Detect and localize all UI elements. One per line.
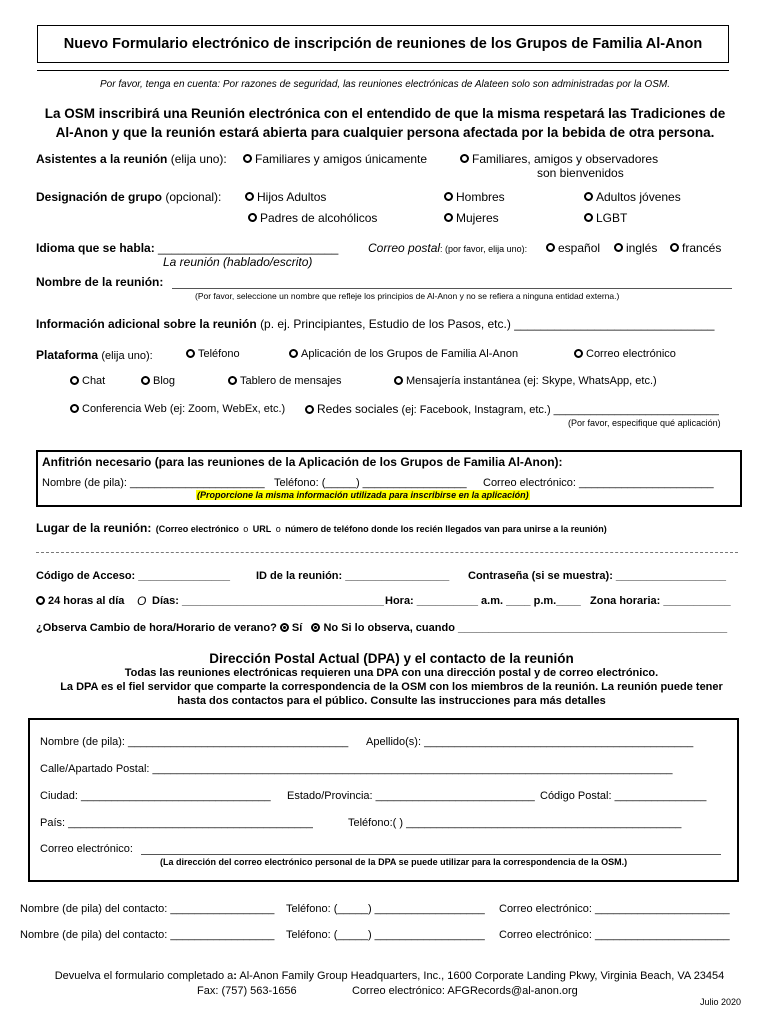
designation-option[interactable]: Hombres: [444, 190, 505, 204]
footer-address: Al-Anon Family Group Headquarters, Inc., 1600 Corporate Landing Pkwy, Virginia Beach, VA 23454: [239, 970, 725, 982]
contact-2-phone-field[interactable]: Teléfono: (_____) __________________: [286, 929, 485, 941]
contact-2-name-field[interactable]: Nombre (de pila) del contacto: _________________: [20, 929, 275, 941]
language-blank[interactable]: ___________________________: [158, 241, 339, 255]
cma-line-2: La DPA es el fiel servidor que comparte la correspondencia de la OSM con los miembros de la reunión. La reunión puede tener: [60, 681, 723, 693]
meeting-id-field[interactable]: ID de la reunión: _________________: [256, 570, 450, 582]
password-field[interactable]: Contraseña (si se muestra): __________________: [468, 570, 727, 582]
cma-line-3: hasta dos contactos para el público. Consulte las instrucciones para más detalles: [177, 695, 606, 707]
cma-last-name-field[interactable]: Apellido(s): ____________________________________________: [366, 736, 694, 748]
host-title: Anfitrión necesario (para las reuniones de la Aplicación de los Grupos de Familia Al-Anon):: [42, 455, 563, 469]
language-field[interactable]: [36, 241, 338, 255]
platform-option[interactable]: Tablero de mensajes: [228, 375, 342, 387]
platform-hint: (elija uno):: [101, 350, 153, 362]
radio-circle-icon[interactable]: [186, 349, 195, 358]
platform-option-social[interactable]: Redes sociales (ej: Facebook, Instagram, etc.) ___________________________: [305, 402, 719, 416]
access-code-field[interactable]: Código de Acceso: _______________: [36, 570, 231, 582]
additional-info-hint: (p. ej. Principiantes, Estudio de los Pasos, etc.): [260, 317, 511, 331]
radio-selected-icon[interactable]: [280, 623, 289, 632]
time-field[interactable]: Hora: __________ a.m. ____ p.m.____: [385, 595, 581, 607]
platform-option[interactable]: Chat: [70, 375, 105, 387]
radio-circle-icon[interactable]: [228, 376, 237, 385]
radio-circle-icon[interactable]: [584, 192, 593, 201]
contact-1-name-field[interactable]: Nombre (de pila) del contacto: _________________: [20, 903, 275, 915]
radio-circle-icon[interactable]: [141, 376, 150, 385]
cma-email-note: (La dirección del correo electrónico personal de la DPA se puede utilizar para la correspondencia de la OSM.): [160, 857, 628, 867]
designation-label-group: [36, 190, 221, 204]
attendees-label-group: [36, 152, 227, 166]
host-note: (Proporcione la misma información utilizada para inscribirse en la aplicación): [197, 490, 529, 500]
footer-date: Julio 2020: [700, 997, 742, 1007]
designation-option[interactable]: LGBT: [584, 211, 627, 225]
social-app-blank[interactable]: ___________________________: [553, 404, 719, 416]
radio-circle-icon[interactable]: [670, 243, 679, 252]
platform-option-web[interactable]: Conferencia Web (ej: Zoom, WebEx, etc.): [70, 403, 285, 415]
radio-circle-icon[interactable]: [460, 154, 469, 163]
designation-option[interactable]: Adultos jóvenes: [584, 190, 681, 204]
cma-email-label: Correo electrónico:: [40, 843, 133, 855]
radio-circle-icon[interactable]: [614, 243, 623, 252]
language-sublabel: La reunión (hablado/escrito): [163, 255, 313, 269]
title-divider: [37, 70, 729, 71]
meeting-name-label: Nombre de la reunión:: [36, 275, 164, 289]
host-first-name-field[interactable]: Nombre (de pila): ______________________: [42, 477, 265, 489]
meeting-name-input-line[interactable]: [172, 288, 732, 289]
additional-info-field[interactable]: [36, 317, 714, 331]
attendees-option-observers[interactable]: Familiares, amigos y observadores: [460, 152, 658, 166]
dst-yes-option[interactable]: Sí: [280, 622, 302, 634]
timezone-field[interactable]: Zona horaria: ___________: [590, 595, 731, 607]
platform-option[interactable]: Mensajería instantánea (ej: Skype, WhatsApp, etc.): [394, 375, 657, 387]
location-label: Lugar de la reunión:: [36, 521, 152, 535]
dst-row: [36, 622, 727, 634]
location-input-line[interactable]: [36, 552, 738, 553]
attendees-option-family[interactable]: Familiares y amigos únicamente: [243, 152, 427, 166]
attendees-option-observers-line2: son bienvenidos: [537, 166, 624, 180]
form-title-box: [37, 25, 729, 63]
mail-language-group: [368, 241, 527, 255]
additional-info-label: Información adicional sobre la reunión: [36, 317, 257, 331]
platform-label: Plataforma: [36, 348, 99, 362]
designation-option[interactable]: Hijos Adultos: [245, 190, 326, 204]
cma-email-input-line[interactable]: [141, 854, 721, 855]
footer-fax: Fax: (757) 563-1656: [197, 985, 297, 997]
platform-label-group: [36, 348, 153, 362]
attendees-hint: (elija uno):: [170, 152, 227, 166]
location-label-group: Lugar de la reunión: (Correo electrónico o URL o número de teléfono donde los recién llegados van para unirse a la reunión): [36, 521, 607, 535]
allday-option[interactable]: 24 horas al día: [36, 595, 124, 607]
radio-circle-icon[interactable]: [444, 192, 453, 201]
designation-label: Designación de grupo: [36, 190, 163, 204]
cma-line-1: Todas las reuniones electrónicas requieren una DPA con una dirección postal y de correo electrónico.: [124, 667, 659, 679]
form-title: Nuevo Formulario electrónico de inscripción de reuniones de los Grupos de Familia Al-Anon: [63, 36, 703, 52]
cma-heading: Dirección Postal Actual (DPA) y el contacto de la reunión: [209, 651, 574, 666]
platform-option[interactable]: Correo electrónico: [574, 348, 676, 360]
cma-city-field[interactable]: Ciudad: _______________________________: [40, 790, 271, 802]
platform-option[interactable]: Aplicación de los Grupos de Familia Al-Anon: [289, 348, 518, 360]
meeting-name-note: (Por favor, seleccione un nombre que refleje los principios de Al-Anon y no se refiera a ninguna entidad externa.): [195, 291, 620, 301]
radio-circle-icon[interactable]: [70, 404, 79, 413]
cma-zip-field[interactable]: Código Postal: _______________: [540, 790, 707, 802]
intro-line-2: Al-Anon y que la reunión estará abierta para cualquier persona afectada por la bebida de otra persona.: [55, 125, 715, 140]
mail-language-option[interactable]: español: [546, 241, 600, 255]
contact-2-email-field[interactable]: Correo electrónico: ______________________: [499, 929, 730, 941]
dst-label: ¿Observa Cambio de hora/Horario de verano?: [36, 622, 277, 634]
designation-hint: (opcional):: [165, 190, 222, 204]
designation-option[interactable]: Mujeres: [444, 211, 499, 225]
radio-circle-icon[interactable]: [305, 405, 314, 414]
host-phone-field[interactable]: Teléfono: (_____) _________________: [274, 477, 467, 489]
cma-state-field[interactable]: Estado/Provincia: __________________________: [287, 790, 535, 802]
alateen-notice: Por favor, tenga en cuenta: Por razones de seguridad, las reuniones electrónicas de Alateen solo son administradas por la OSM.: [100, 79, 670, 90]
days-field[interactable]: Días: _________________________________: [152, 595, 384, 607]
cma-street-field[interactable]: Calle/Apartado Postal: _____________________________________________________________________________________: [40, 763, 673, 775]
additional-info-blank[interactable]: ______________________________: [514, 317, 715, 331]
attendees-label: Asistentes a la reunión: [36, 152, 168, 166]
radio-circle-icon[interactable]: [574, 349, 583, 358]
radio-circle-icon[interactable]: [70, 376, 79, 385]
intro-line-1: La OSM inscribirá una Reunión electrónica con el entendido de que la misma respetará las Tradiciones de: [44, 106, 726, 121]
footer-return-label: Devuelva el formulario completado a: [54, 970, 234, 982]
radio-circle-icon[interactable]: [444, 213, 453, 222]
contact-1-phone-field[interactable]: Teléfono: (_____) __________________: [286, 903, 485, 915]
mail-language-label: Correo postal: [368, 241, 441, 255]
mail-language-option[interactable]: inglés: [614, 241, 657, 255]
dst-when-field[interactable]: Si lo observa, cuando ____________________________________________: [341, 622, 728, 634]
language-label: Idioma que se habla:: [36, 241, 155, 255]
specify-app-note: (Por favor, especifique qué aplicación): [568, 418, 721, 428]
footer-return-line: Devuelva el formulario completado a: Al-Anon Family Group Headquarters, Inc., 1600 Corporate Landing Pkwy, Virginia Beach, VA 23454: [54, 970, 725, 982]
cma-country-field[interactable]: País: ________________________________________: [40, 817, 313, 829]
radio-circle-icon[interactable]: [584, 213, 593, 222]
platform-option[interactable]: Teléfono: [186, 348, 240, 360]
dst-no-option[interactable]: No: [311, 622, 338, 634]
schedule-or: O: [137, 594, 147, 608]
platform-option[interactable]: Blog: [141, 375, 175, 387]
radio-circle-icon[interactable]: [245, 192, 254, 201]
mail-language-hint: : (por favor, elija uno):: [440, 244, 528, 254]
radio-circle-icon[interactable]: [243, 154, 252, 163]
cma-phone-field[interactable]: Teléfono:( ) _____________________________________________: [348, 817, 682, 829]
radio-circle-icon[interactable]: [36, 596, 45, 605]
radio-circle-icon[interactable]: [394, 376, 403, 385]
footer-email: Correo electrónico: AFGRecords@al-anon.org: [352, 985, 578, 997]
radio-selected-icon[interactable]: [311, 623, 320, 632]
radio-circle-icon[interactable]: [289, 349, 298, 358]
designation-option[interactable]: Padres de alcohólicos: [248, 211, 377, 225]
mail-language-option[interactable]: francés: [670, 241, 721, 255]
host-email-field[interactable]: Correo electrónico: ______________________: [483, 477, 714, 489]
cma-first-name-field[interactable]: Nombre (de pila): ____________________________________: [40, 736, 349, 748]
radio-circle-icon[interactable]: [248, 213, 257, 222]
radio-circle-icon[interactable]: [546, 243, 555, 252]
contact-1-email-field[interactable]: Correo electrónico: ______________________: [499, 903, 730, 915]
